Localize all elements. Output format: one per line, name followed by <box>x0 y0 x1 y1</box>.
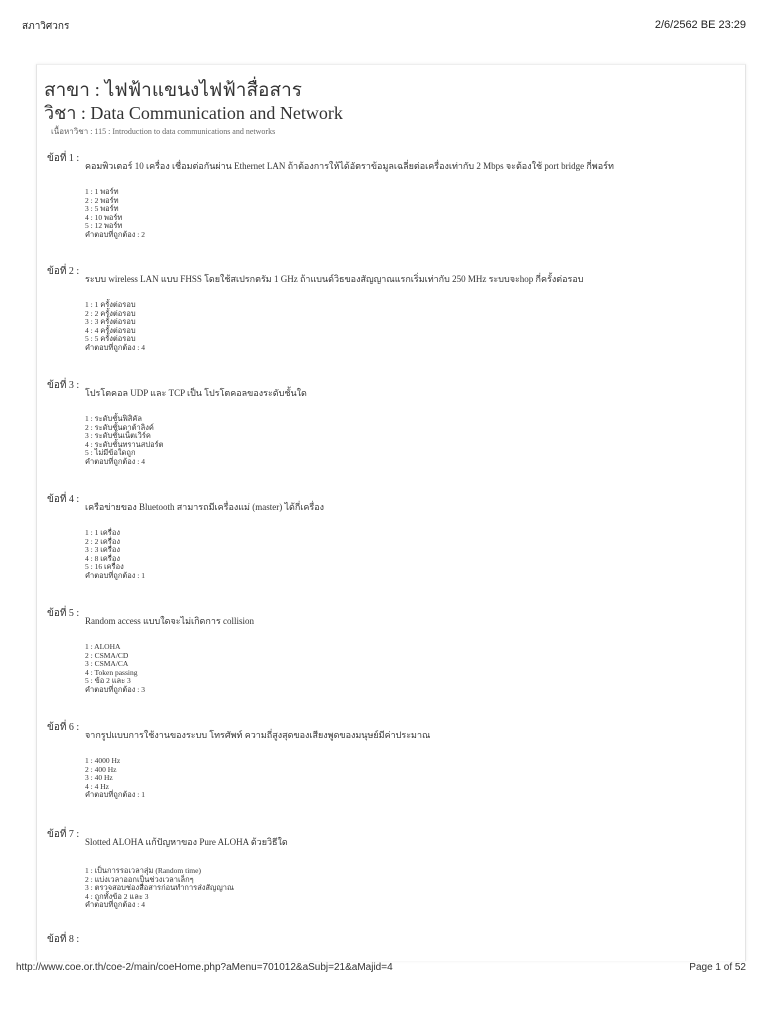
answer-option: 4 : ถูกทั้งข้อ 2 และ 3 <box>85 891 149 901</box>
correct-answer: คำตอบที่ถูกต้อง : 1 <box>85 570 146 580</box>
print-header-datetime: 2/6/2562 BE 23:29 <box>654 19 746 31</box>
question-number: ข้อที่ 7 : <box>47 829 80 840</box>
answer-option: 1 : 1 ครั้งต่อรอบ <box>85 300 136 309</box>
answer-option: 3 : 40 Hz <box>85 773 113 783</box>
answer-option: 3 : CSMA/CA <box>85 659 129 669</box>
answer-option: 4 : 4 ครั้งต่อรอบ <box>85 325 136 335</box>
question-text: Random access แบบใดจะไม่เกิดการ collision <box>85 616 254 626</box>
answer-options <box>85 415 164 467</box>
question-number: ข้อที่ 4 : <box>47 494 80 505</box>
answer-option: 3 : 3 เครื่อง <box>85 545 120 555</box>
correct-answer: คำตอบที่ถูกต้อง : 4 <box>85 900 146 910</box>
question-text: Slotted ALOHA แก้ปัญหาของ Pure ALOHA ด้วยวิธีใด <box>85 837 288 847</box>
answer-options <box>85 301 145 353</box>
answer-option: 3 : 3 ครั้งต่อรอบ <box>85 317 136 327</box>
answer-option: 1 : 4000 Hz <box>85 756 121 765</box>
question-text: คอมพิวเตอร์ 10 เครื่อง เชื่อมต่อกันผ่าน Ethernet LAN ถ้าต้องการให้ได้อัตราข้อมูลเฉลี่ยต่อเครื่องเท่ากับ 2 Mbps จะต้องใช้ port bridge กี่พอร์ท <box>85 161 614 171</box>
answer-option: 3 : ตรวจสอบช่องสื่อสารก่อนทำการส่งสัญญาณ <box>85 883 234 893</box>
answer-option: 2 : 400 Hz <box>85 764 117 774</box>
answer-option: 2 : ระดับชั้นดาต้าลิงค์ <box>85 422 154 432</box>
question-text: โปรโตคอล UDP และ TCP เป็น โปรโตคอลของระดับชั้นใด <box>85 388 307 398</box>
correct-answer: คำตอบที่ถูกต้อง : 1 <box>85 790 146 800</box>
question-block <box>47 827 737 910</box>
print-header-site: สภาวิศวกร <box>22 21 70 32</box>
answer-option: 1 : เป็นการรอเวลาสุ่ม (Random time) <box>85 866 201 875</box>
answer-option: 1 : ระดับชั้นฟิสิคัล <box>85 414 142 423</box>
question-block <box>47 606 737 694</box>
answer-options <box>85 643 145 695</box>
answer-option: 1 : 1 เครื่อง <box>85 528 120 537</box>
question-text: จากรูปแบบการใช้งานของระบบ โทรศัพท์ ความถี่สูงสุดของเสียงพูดของมนุษย์มีค่าประมาณ <box>85 730 431 740</box>
question-block <box>47 378 737 466</box>
correct-answer: คำตอบที่ถูกต้อง : 4 <box>85 342 146 352</box>
answer-option: 5 : 5 ครั้งต่อรอบ <box>85 334 136 344</box>
question-block <box>47 492 737 580</box>
answer-options <box>85 529 145 581</box>
print-header <box>0 0 768 40</box>
document-page <box>36 64 746 961</box>
question-block <box>47 720 737 800</box>
major-title: สาขา : ไฟฟ้าแขนงไฟฟ้าสื่อสาร <box>44 80 302 101</box>
answer-option: 5 : 12 พอร์ท <box>85 221 123 231</box>
answer-option: 4 : 10 พอร์ท <box>85 212 123 222</box>
question-number: ข้อที่ 6 : <box>47 722 80 733</box>
answer-option: 2 : 2 ครั้งต่อรอบ <box>85 308 136 318</box>
answer-option: 4 : 4 Hz <box>85 781 109 791</box>
answer-option: 5 : ไม่มีข้อใดถูก <box>85 448 136 458</box>
print-footer <box>0 960 768 1024</box>
answer-option: 4 : Token passing <box>85 667 138 677</box>
question-text: เครือข่ายของ Bluetooth สามารถมีเครื่องแม่ (master) ได้กี่เครื่อง <box>85 502 325 512</box>
question-number: ข้อที่ 2 : <box>47 266 80 277</box>
answer-option: 2 : 2 พอร์ท <box>85 195 119 205</box>
answer-option: 1 : 1 พอร์ท <box>85 187 119 196</box>
topic-line: เนื้อหาวิชา : 115 : Introduction to data communications and networks <box>51 127 276 136</box>
answer-option: 2 : แบ่งเวลาออกเป็นช่วงเวลาเล็กๆ <box>85 874 194 884</box>
answer-option: 4 : 8 เครื่อง <box>85 553 120 563</box>
answer-options <box>85 867 234 910</box>
answer-option: 5 : 16 เครื่อง <box>85 562 124 572</box>
answer-option: 3 : 5 พอร์ท <box>85 204 119 214</box>
question-text: ระบบ wireless LAN แบบ FHSS โดยใช้สเปรกตรัม 1 GHz ถ้าแบนด์วิธของสัญญาณแรกเริ่มเท่ากับ 250 MHz ระบบจะhop กี่ครั้งต่อรอบ <box>85 274 584 284</box>
answer-options <box>85 757 145 800</box>
answer-option: 3 : ระดับชั้นเน็ตเวิร์ค <box>85 431 151 441</box>
question-number: ข้อที่ 5 : <box>47 608 80 619</box>
page-url: http://www.coe.or.th/coe-2/main/coeHome.php?aMenu=701012&aSubj=21&aMajid=4 <box>16 962 393 973</box>
correct-answer: คำตอบที่ถูกต้อง : 2 <box>85 229 146 239</box>
question-number: ข้อที่ 3 : <box>47 380 80 391</box>
question-block <box>47 264 737 352</box>
subject-title: วิชา : Data Communication and Network <box>44 103 343 123</box>
correct-answer: คำตอบที่ถูกต้อง : 4 <box>85 456 146 466</box>
question-number: ข้อที่ 1 : <box>47 153 80 164</box>
answer-option: 1 : ALOHA <box>85 642 121 651</box>
answer-option: 5 : ข้อ 2 และ 3 <box>85 676 131 686</box>
question-number: ข้อที่ 8 : <box>47 934 80 945</box>
correct-answer: คำตอบที่ถูกต้อง : 3 <box>85 684 146 694</box>
question-block <box>47 151 737 239</box>
answer-option: 4 : ระดับชั้นทรานสปอร์ต <box>85 439 164 449</box>
answer-options <box>85 188 145 240</box>
answer-option: 2 : 2 เครื่อง <box>85 536 120 546</box>
question-block <box>47 932 737 947</box>
answer-option: 2 : CSMA/CD <box>85 650 129 660</box>
page-counter: Page 1 of 52 <box>689 962 746 973</box>
